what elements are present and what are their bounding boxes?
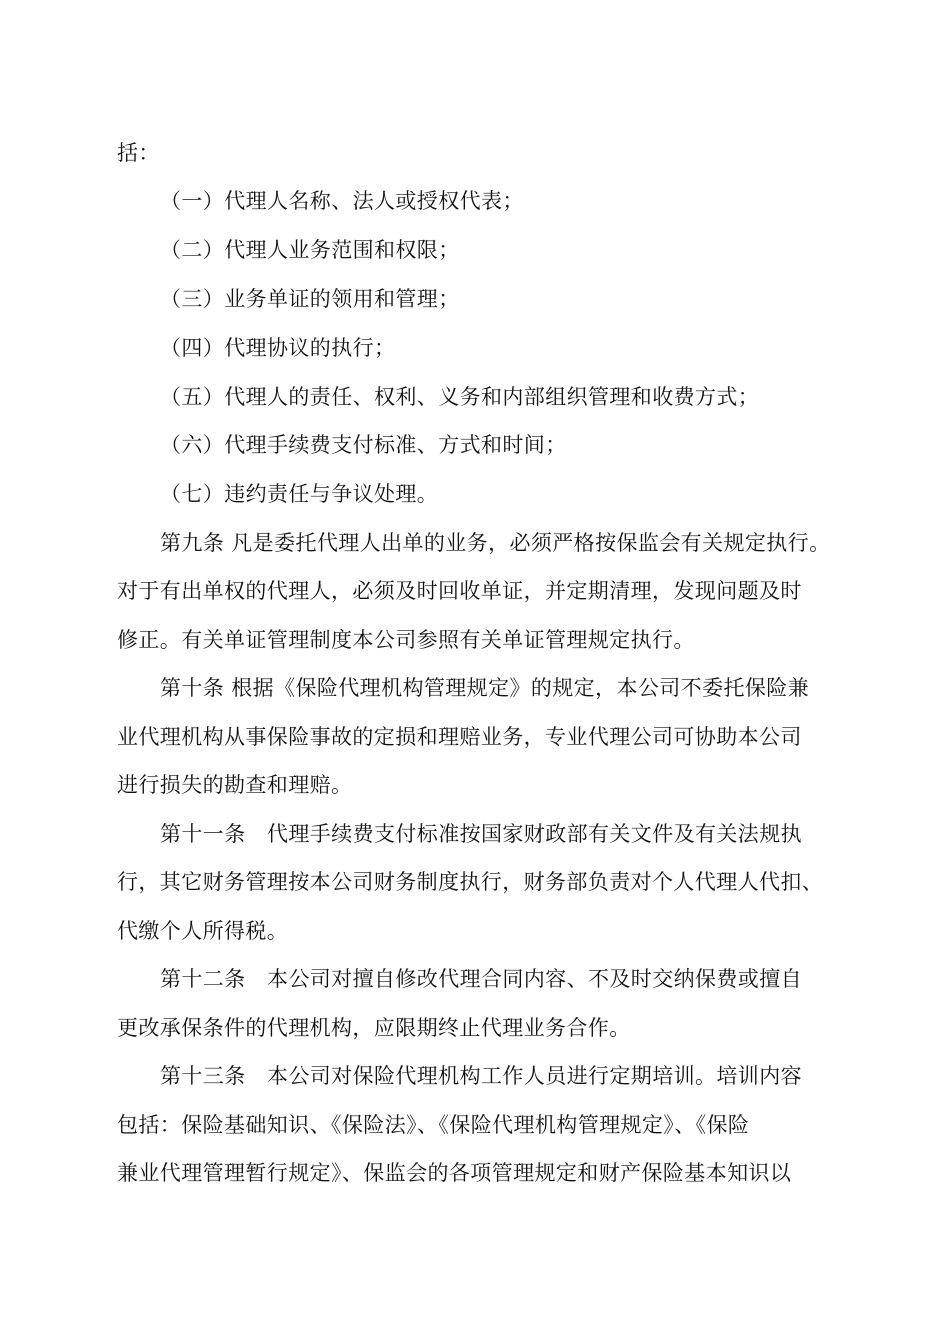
list-item: （一）代理人名称、法人或授权代表； [160, 189, 524, 213]
list-item: （二）代理人业务范围和权限； [160, 238, 460, 262]
list-item: （三）业务单证的领用和管理； [160, 287, 460, 311]
list-item: （五）代理人的责任、权利、义务和内部组织管理和收费方式； [160, 385, 760, 409]
text-line: 包括：保险基础知识、《保险法》、《保险代理机构管理规定》、《保险 [117, 1113, 750, 1137]
list-item: （七）违约责任与争议处理。 [160, 482, 439, 506]
article-ten: 第十条 根据《保险代理机构管理规定》的规定，本公司不委托保险兼 [160, 676, 810, 700]
article-thirteen: 第十三条 本公司对保险代理机构工作人员进行定期培训。培训内容 [160, 1064, 802, 1088]
text-line: 括： [117, 141, 160, 165]
text-line: 业代理机构从事保险事故的定损和理赔业务，专业代理公司可协助本公司 [117, 725, 802, 749]
text-line: 兼业代理管理暂行规定》、保监会的各项管理规定和财产保险基本知识以 [117, 1161, 792, 1185]
list-item: （四）代理协议的执行； [160, 336, 396, 360]
text-line: 更改承保条件的代理机构，应限期终止代理业务合作。 [117, 1016, 631, 1040]
text-line: 修正。有关单证管理制度本公司参照有关单证管理规定执行。 [117, 628, 695, 652]
text-line: 进行损失的勘查和理赔。 [117, 773, 353, 797]
text-line: 代缴个人所得税。 [117, 919, 289, 943]
text-line: 行，其它财务管理按本公司财务制度执行，财务部负责对个人代理人代扣、 [117, 870, 824, 894]
article-nine: 第九条 凡是委托代理人出单的业务，必须严格按保监会有关规定执行。 [160, 531, 831, 555]
list-item: （六）代理手续费支付标准、方式和时间； [160, 433, 567, 457]
text-line: 对于有出单权的代理人，必须及时回收单证，并定期清理，发现问题及时 [117, 579, 802, 603]
article-eleven: 第十一条 代理手续费支付标准按国家财政部有关文件及有关法规执 [160, 822, 802, 846]
article-twelve: 第十二条 本公司对擅自修改代理合同内容、不及时交纳保费或擅自 [160, 967, 802, 991]
